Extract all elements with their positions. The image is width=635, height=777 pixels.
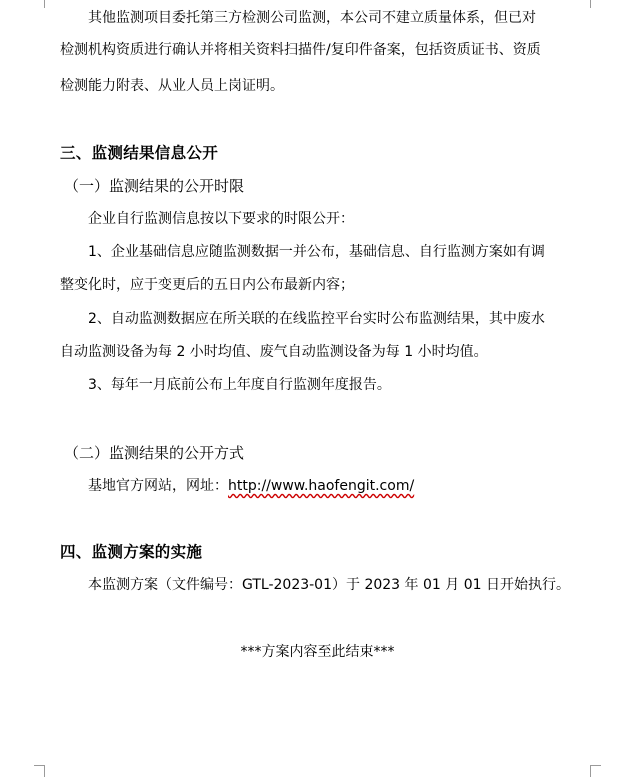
subsection-2-heading: （二）监测结果的公开方式: [64, 444, 245, 462]
intro-paragraph-line-2: 检测机构资质进行确认并将相关资料扫描件/复印件备案，包括资质证书、资质: [60, 42, 541, 58]
crop-mark-top-left: [44, 0, 45, 8]
item-2-line-1: 2、自动监测数据应在所关联的在线监控平台实时公布监测结果，其中废水: [88, 311, 545, 327]
section-4-text: 本监测方案（文件编号：GTL-2023-01）于 2023 年 01 月 01 日开始执行。: [88, 577, 570, 593]
section-3-heading: 三、监测结果信息公开: [60, 144, 219, 162]
crop-mark-bottom-right-v: [590, 765, 591, 777]
item-1-line-1: 1、企业基础信息应随监测数据一并公布，基础信息、自行监测方案如有调: [88, 244, 545, 260]
crop-mark-bottom-left-h: [34, 765, 45, 766]
item-2-line-2: 自动监测设备为每 2 小时均值、废气自动监测设备为每 1 小时均值。: [60, 344, 488, 360]
subsection-1-intro: 企业自行监测信息按以下要求的时限公开：: [88, 211, 354, 227]
website-url-link[interactable]: http://www.haofengit.com/: [228, 478, 415, 494]
end-marker: ***方案内容至此结束***: [240, 644, 395, 660]
subsection-1-heading: （一）监测结果的公开时限: [64, 177, 245, 195]
crop-mark-bottom-right-h: [590, 765, 601, 766]
section-4-heading: 四、监测方案的实施: [60, 543, 203, 561]
item-3: 3、每年一月底前公布上年度自行监测年度报告。: [88, 377, 391, 393]
crop-mark-bottom-left-v: [44, 765, 45, 777]
website-label: 基地官方网站，网址：: [88, 478, 228, 494]
intro-paragraph-line-3: 检测能力附表、从业人员上岗证明。: [60, 78, 284, 94]
crop-mark-top-right: [590, 0, 591, 8]
item-1-line-2: 整变化时，应于变更后的五日内公布最新内容；: [60, 277, 354, 293]
website-line: [88, 477, 414, 495]
intro-paragraph-line-1: 其他监测项目委托第三方检测公司监测，本公司不建立质量体系，但已对: [88, 10, 536, 26]
